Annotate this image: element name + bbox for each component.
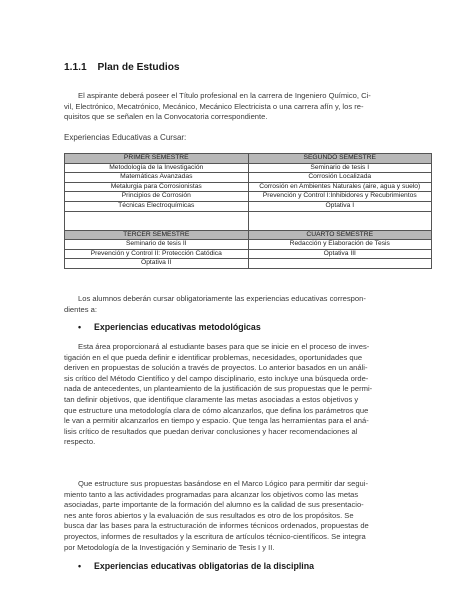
table-cell: Prevención y Control II: Protección Catódica (65, 249, 249, 259)
table-caption: Experiencias Educativas a Cursar: (64, 133, 187, 142)
table-header-cell: CUARTO SEMESTRE (248, 230, 432, 240)
table-cell: Corrosión Localizada (248, 173, 432, 183)
text-line: tan definir objetivos, que identifique claramente las metas asociadas a estos objetivos y (64, 394, 359, 404)
table-cell: Optativa II (65, 259, 249, 269)
bullet-icon: • (78, 561, 82, 571)
table-row (65, 201, 432, 211)
text-line: nes ante foros abiertos y la evaluación de sus resultados es otro de los propósitos. Se (64, 510, 354, 520)
table-header-row (65, 154, 432, 164)
text-line: deriven en propuestas de solución a través de proyectos. Lo anterior basados en un análi- (64, 363, 368, 373)
table-header-cell: PRIMER SEMESTRE (65, 154, 249, 164)
text-line: por Metodología de la Investigación y Seminario de Tesis I y II. (64, 542, 275, 552)
section-heading (64, 62, 180, 73)
table-row (65, 173, 432, 183)
table-cell: Redacción y Elaboración de Tesis (248, 240, 432, 250)
text-line: dientes a: (64, 304, 97, 314)
text-line: lisis crítico de resultados que puedan derivar conclusiones y hacer recomendaciones al (64, 426, 358, 436)
section-title: Plan de Estudios (97, 62, 180, 73)
table-row (65, 182, 432, 192)
bullet-heading (78, 561, 314, 571)
text-line: asociadas, parte importante de la formación del alumno es la calidad de sus presentacio- (64, 500, 364, 510)
table-cell: Optativa I (248, 201, 432, 211)
bullet-heading (78, 322, 261, 332)
table-cell (65, 211, 249, 230)
text-line: El aspirante deberá poseer el Título profesional en la carrera de Ingeniero Químico, Ci- (78, 91, 371, 100)
bullet-title: Experiencias educativas obligatorias de la disciplina (94, 561, 315, 571)
table-empty-row (65, 211, 432, 230)
table-header-cell: TERCER SEMESTRE (65, 230, 249, 240)
table-cell (248, 211, 432, 230)
text-line: vil, Electrónico, Mecatrónico, Mecánico, Mecánico Electricista o una carrera afín y, los re- (64, 101, 364, 111)
table-header-cell: SEGUNDO SEMESTRE (248, 154, 432, 164)
methodology-paragraph (64, 342, 416, 448)
bullet-icon: • (78, 322, 82, 332)
table-row (65, 259, 432, 269)
marco-logico-paragraph (64, 479, 416, 553)
text-line: nada de antecedentes, un planteamiento de la justificación de sus propuestas que le permi- (64, 384, 373, 394)
text-line: que estructure una metodología clara de cómo alcanzarlos, que defina los parámetros que (64, 405, 369, 415)
text-line: busca dar las bases para la estructuración de informes técnicos ordenados, propuestas de (64, 521, 369, 531)
bullet-title: Experiencias educativas metodológicas (94, 322, 261, 332)
table-cell: Metodología de la Investigación (65, 163, 249, 173)
text-line: tigación en el que pueda definir e identificar problemas, necesidades, oportunidades que (64, 352, 363, 362)
table-cell: Seminario de tesis II (65, 240, 249, 250)
text-line: sis crítico del Método Científico y del campo disciplinario, esto incluye una búsqueda orde- (64, 373, 369, 383)
text-line: respecto. (64, 437, 96, 447)
table-row (65, 249, 432, 259)
intro-paragraph (64, 91, 416, 123)
table-cell (248, 259, 432, 269)
table-cell: Optativa III (248, 249, 432, 259)
table-cell: Técnicas Electroquímicas (65, 201, 249, 211)
text-line: proyectos, informes de resultados y la escritura de artículos técnico-científicos. Se integra (64, 531, 366, 541)
text-line: quisitos que se señalen en la Convocatoria correspondiente. (64, 112, 268, 122)
text-line: le van a permitir alcanzarlos en tiempo y espacio. Que tenga las herramientas para el aná- (64, 416, 369, 426)
study-plan-table (64, 153, 432, 269)
table-cell: Corrosión en Ambientes Naturales (aire, agua y suelo) (248, 182, 432, 192)
table-cell: Metalurgia para Corrosionistas (65, 182, 249, 192)
table-cell: Principios de Corrosión (65, 192, 249, 202)
table-row (65, 240, 432, 250)
table-cell: Seminario de tesis I (248, 163, 432, 173)
table-row (65, 163, 432, 173)
section-number: 1.1.1 (64, 62, 87, 73)
table-cell: Prevención y Control I:Inhibidores y Recubrimientos (248, 192, 432, 202)
text-line: Esta área proporcionará al estudiante bases para que se inicie en el proceso de inves- (78, 342, 370, 351)
after-table-paragraph (64, 294, 416, 315)
table-row (65, 192, 432, 202)
text-line: Los alumnos deberán cursar obligatoriamente las experiencias educativas correspon- (78, 294, 366, 303)
text-line: Que estructure sus propuestas basándose en el Marco Lógico para permitir dar segui- (78, 479, 368, 488)
table-cell: Matemáticas Avanzadas (65, 173, 249, 183)
text-line: miento tanto a las actividades programadas para alcanzar los objetivos como las metas (64, 489, 359, 499)
table-header-row (65, 230, 432, 240)
